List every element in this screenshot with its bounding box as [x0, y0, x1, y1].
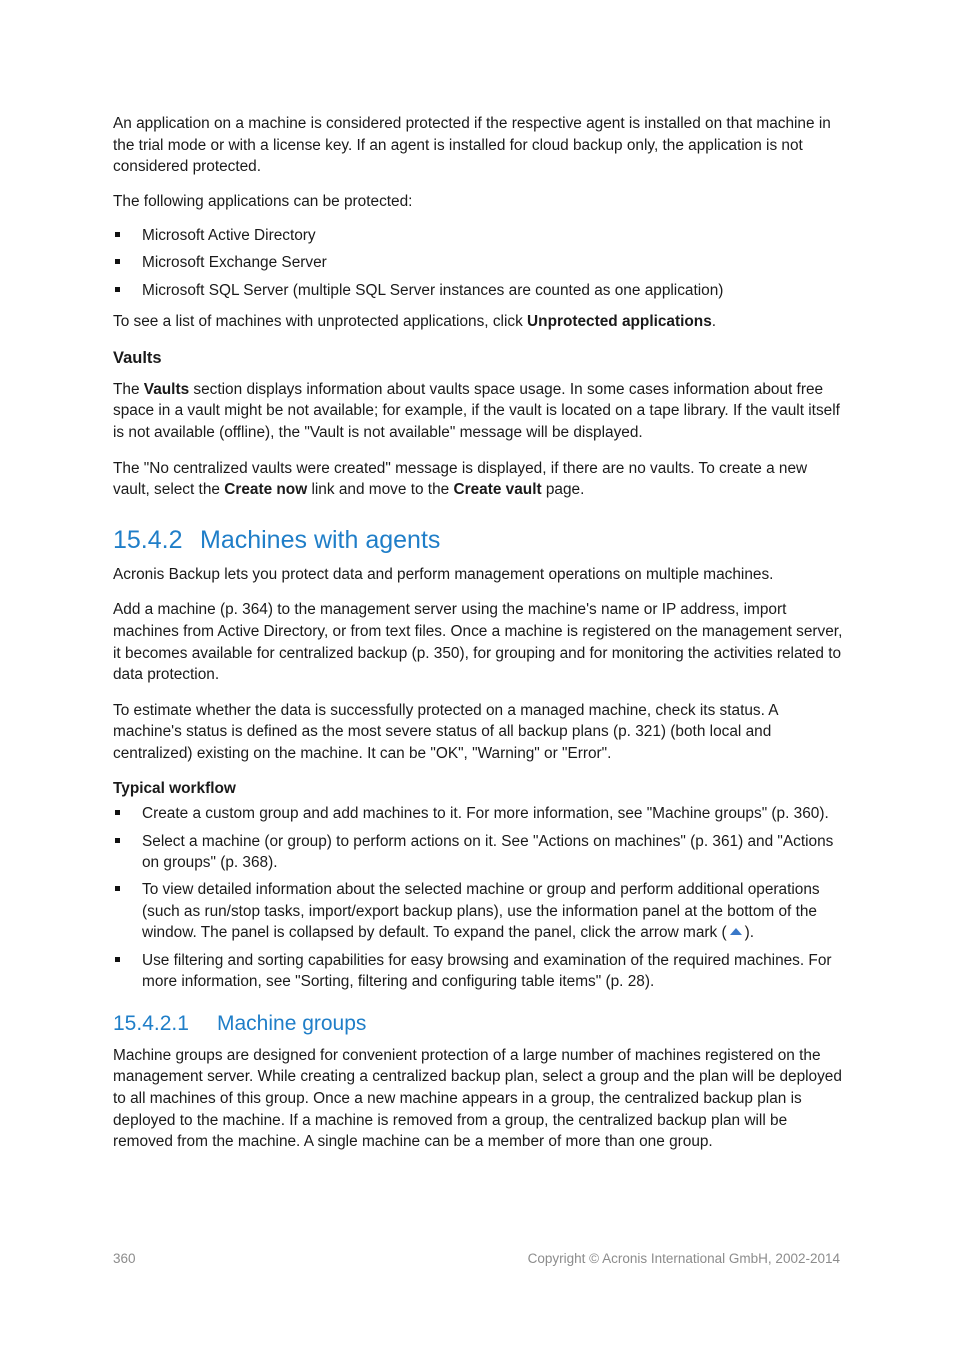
intro-paragraph-2: The following applications can be protected:	[113, 192, 413, 210]
section-number: 15.4.2	[113, 525, 183, 554]
bullet-square-icon	[115, 259, 120, 264]
page-number: 360	[113, 1251, 136, 1266]
subsection-paragraph-1: Machine groups are designed for convenient protection of a large number of machines registered on the management server. While creating a centralized backup plan, select a group and the plan will be deployed to all machines of this group. Once a new machine appears in a group, the centralized backup plan is deployed to the machine. If a machine is removed from a group, the centralized backup plan will be removed from the machine. A single machine can be a member of more than one group.	[113, 1046, 842, 1151]
list-item: Microsoft Active Directory	[113, 225, 847, 247]
section-paragraph-2: Add a machine (p. 364) to the management server using the machine's name or IP address, import machines from Active Directory, or from text files. Once a machine is registered on the management server, it becomes available for centralized backup (p. 350), for grouping and for monitoring the activities related to data protection.	[113, 601, 843, 684]
page-content	[113, 113, 847, 1167]
list-item: Select a machine (or group) to perform actions on it. See "Actions on machines" (p. 361) and "Actions on groups" (p. 368).	[113, 831, 847, 874]
subsection-number: 15.4.2.1	[113, 1011, 189, 1035]
list-item: Use filtering and sorting capabilities for easy browsing and examination of the required machines. For more information, see "Sorting, filtering and configuring table items" (p. 28).	[113, 950, 847, 993]
arrow-up-icon	[729, 923, 743, 935]
section-heading	[113, 525, 847, 555]
list-item: Microsoft Exchange Server	[113, 252, 847, 274]
list-item: Microsoft SQL Server (multiple SQL Server instances are counted as one application)	[113, 280, 847, 302]
protected-apps-list	[113, 225, 847, 301]
vaults-paragraph-1: The Vaults section displays information about vaults space usage. In some cases information about free space in a vault might be not available; for example, if the vault is located on a tape library. If the vault itself is not available (offline), the "Vault is not available" message will be displayed.	[113, 380, 840, 441]
section-paragraph-3: To estimate whether the data is successfully protected on a managed machine, check its status. A machine's status is defined as the most severe status of all backup plans (p. 321) (both local and centralized) existing on the machine. It can be "OK", "Warning" or "Error".	[113, 701, 778, 762]
subsection-heading	[113, 1011, 847, 1037]
bullet-square-icon	[115, 287, 120, 292]
list-item: To view detailed information about the selected machine or group and perform additional operations (such as run/stop tasks, import/export backup plans), use the information panel at the bottom of the window. The panel is collapsed by default. To expand the panel, click the arrow mark ( ).	[113, 879, 847, 944]
vaults-heading: Vaults	[113, 348, 162, 367]
bullet-square-icon	[115, 838, 120, 843]
bullet-square-icon	[115, 957, 120, 962]
vaults-paragraph-2: The "No centralized vaults were created" message is displayed, if there are no vaults. To create a new vault, select the Create now link and move to the Create vault page.	[113, 459, 808, 499]
workflow-heading: Typical workflow	[113, 780, 236, 798]
bullet-square-icon	[115, 886, 120, 891]
section-title: Machines with agents	[200, 525, 441, 554]
bullet-square-icon	[115, 810, 120, 815]
unprotected-apps-paragraph: To see a list of machines with unprotected applications, click Unprotected applications.	[113, 313, 717, 331]
bullet-square-icon	[115, 232, 120, 237]
copyright-text: Copyright © Acronis International GmbH, 2002-2014	[527, 1251, 840, 1266]
unprotected-applications-link-text: Unprotected applications	[527, 313, 712, 331]
list-item: Create a custom group and add machines to it. For more information, see "Machine groups" (p. 360).	[113, 803, 847, 825]
subsection-title: Machine groups	[217, 1011, 367, 1035]
workflow-list	[113, 803, 847, 992]
intro-paragraph-1: An application on a machine is considered protected if the respective agent is installed on that machine in the trial mode or with a license key. If an agent is installed for cloud backup only, the application is not considered protected.	[113, 115, 831, 176]
section-paragraph-1: Acronis Backup lets you protect data and perform management operations on multiple machines.	[113, 565, 774, 583]
